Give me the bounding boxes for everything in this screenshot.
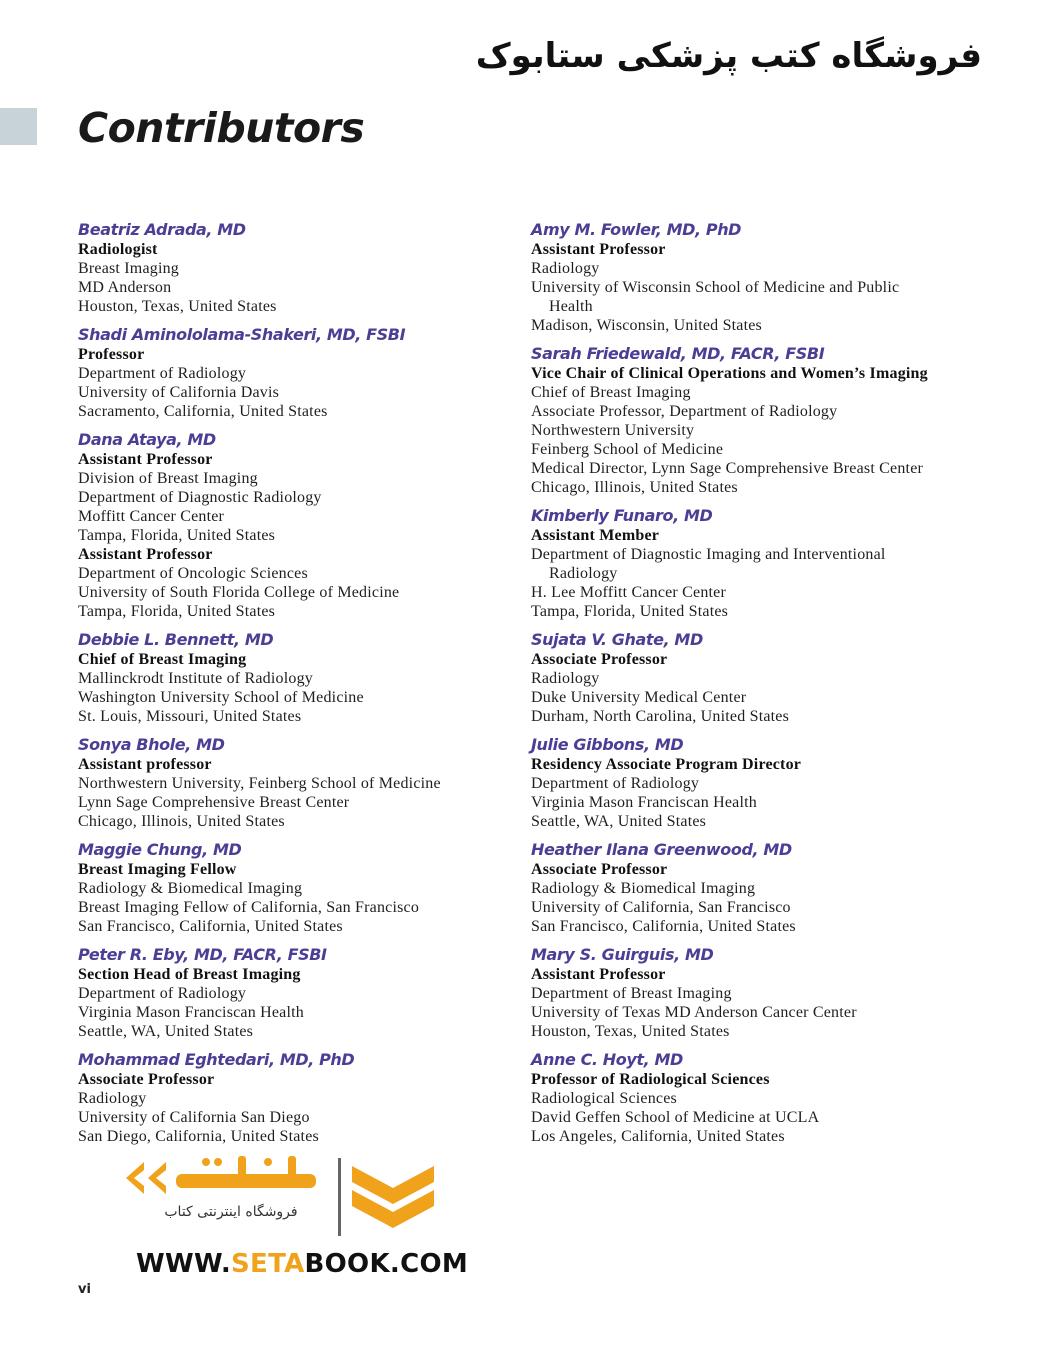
contributor-affiliation-line: Virginia Mason Franciscan Health [78,1004,304,1021]
contributor-name: Julie Gibbons, MD [531,735,684,754]
contributor-affiliation-line: Virginia Mason Franciscan Health [531,794,757,811]
contributor-affiliation-line: Department of Radiology [78,365,247,382]
contributor-title: Assistant Professor [531,241,666,258]
contributor-affiliation-line: Tampa, Florida, United States [78,527,276,544]
contributor-affiliation-line: Lynn Sage Comprehensive Breast Center [78,794,350,811]
contributor-entry [78,219,538,316]
contributor-affiliation-line: Seattle, WA, United States [531,813,707,830]
contributor-name: Sujata V. Ghate, MD [531,630,703,649]
contributor-affiliation-line: San Diego, California, United States [78,1128,319,1145]
contributor-entry [78,429,538,621]
contributor-affiliation-line: Northwestern University, Feinberg School of Medicine [78,775,441,792]
contributor-affiliation-line: Sacramento, California, United States [78,403,328,420]
contributor-entry [531,734,1001,831]
contributor-affiliation-line: University of California Davis [78,384,280,401]
contributor-entry [78,734,538,831]
contributors-column-left [78,219,538,1154]
contributor-entry [531,219,1001,335]
contributor-affiliation-line: Tampa, Florida, United States [531,603,729,620]
contributor-name: Anne C. Hoyt, MD [531,1050,683,1069]
contributor-affiliation-line: Madison, Wisconsin, United States [531,317,762,334]
contributor-name: Sarah Friedewald, MD, FACR, FSBI [531,344,825,363]
contributor-affiliation-line: Department of Radiology [78,985,247,1002]
contributor-affiliation-line: University of California, San Francisco [531,899,791,916]
contributor-name: Heather Ilana Greenwood, MD [531,840,792,859]
contributor-affiliation-line: Chicago, Illinois, United States [531,479,738,496]
contributor-name: Debbie L. Bennett, MD [78,630,274,649]
contributor-affiliation-line: Breast Imaging [78,260,179,277]
contributor-entry [78,944,538,1041]
contributor-affiliation-line: Radiology [78,1090,147,1107]
contributor-affiliation-line: Radiology & Biomedical Imaging [531,880,756,897]
contributor-affiliation-line: Department of Breast Imaging [531,985,732,1002]
contributor-title: Chief of Breast Imaging [78,651,247,668]
store-header-title: فروشگاه کتب پزشکی ستابوک [475,36,982,76]
contributor-name: Peter R. Eby, MD, FACR, FSBI [78,945,327,964]
contributor-affiliation-line: Radiology & Biomedical Imaging [78,880,303,897]
contributor-name: Beatriz Adrada, MD [78,220,246,239]
contributor-entry [531,343,1001,497]
contributor-affiliation-line: St. Louis, Missouri, United States [78,708,302,725]
contributor-name: Dana Ataya, MD [78,430,216,449]
contributor-affiliation-line: University of California San Diego [78,1109,310,1126]
contributor-name: Shadi Aminololama-Shakeri, MD, FSBI [78,325,406,344]
contributor-title: Professor of Radiological Sciences [531,1071,770,1088]
contributor-title: Breast Imaging Fellow [78,861,237,878]
contributor-affiliation-line: Department of Diagnostic Imaging and Interventional [531,546,886,563]
contributor-entry [531,839,1001,936]
contributor-affiliation-line: Duke University Medical Center [531,689,747,706]
contributor-title: Associate Professor [531,651,668,668]
contributor-entry [78,1049,538,1146]
setabook-logo-text-icon [118,1148,328,1204]
contributor-name: Mohammad Eghtedari, MD, PhD [78,1050,355,1069]
contributor-affiliation-line: San Francisco, California, United States [531,918,796,935]
contributor-title: Section Head of Breast Imaging [78,966,301,983]
contributor-affiliation-line: Radiology [531,670,600,687]
contributor-affiliation-line: Chief of Breast Imaging [531,384,691,401]
contributor-affiliation-line: Tampa, Florida, United States [78,603,276,620]
contributor-title: Radiologist [78,241,158,258]
contributor-affiliation-line: Division of Breast Imaging [78,470,258,487]
contributor-affiliation-line: Chicago, Illinois, United States [78,813,285,830]
contributor-affiliation-line: Radiology [531,260,600,277]
contributor-affiliation-line: Mallinckrodt Institute of Radiology [78,670,313,687]
watermark-store-tagline: فروشگاه اینترنتی کتاب [164,1204,298,1220]
contributor-affiliation-line: Los Angeles, California, United States [531,1128,785,1145]
contributor-title: Assistant Member [531,527,660,544]
contributor-affiliation-line: University of Wisconsin School of Medicine and Public [531,279,900,296]
contributor-affiliation-line: Washington University School of Medicine [78,689,364,706]
contributor-title: Associate Professor [531,861,668,878]
contributor-entry [531,629,1001,726]
contributor-affiliation-line: University of South Florida College of Medicine [78,584,400,601]
contributor-title: Residency Associate Program Director [531,756,802,773]
setabook-watermark [118,1148,469,1288]
contributor-entry [531,944,1001,1041]
contributor-affiliation-line: Houston, Texas, United States [78,298,277,315]
contributor-name: Mary S. Guirguis, MD [531,945,714,964]
contributor-title: Vice Chair of Clinical Operations and Women’s Imaging [531,365,928,382]
contributor-affiliation-line: Breast Imaging Fellow of California, San Francisco [78,899,420,916]
contributor-entry [531,1049,1001,1146]
contributor-affiliation-line: Feinberg School of Medicine [531,441,724,458]
contributor-affiliation-line: David Geffen School of Medicine at UCLA [531,1109,820,1126]
contributor-affiliation-line: H. Lee Moffitt Cancer Center [531,584,727,601]
contributor-affiliation-line: Radiology [549,565,618,582]
contributor-title: Assistant Professor [78,451,213,468]
contributor-title: Associate Professor [78,1071,215,1088]
contributor-entry [78,324,538,421]
contributor-affiliation-line: San Francisco, California, United States [78,918,343,935]
contributor-affiliation-line: Seattle, WA, United States [78,1023,254,1040]
contributor-affiliation-line: Northwestern University [531,422,695,439]
contributor-affiliation-line: Associate Professor, Department of Radiology [531,403,838,420]
watermark-website-url: WWW.SETABOOK.COM [136,1249,469,1279]
contributor-title: Assistant professor [78,756,212,773]
contributor-title: Professor [78,346,145,363]
contributor-name: Amy M. Fowler, MD, PhD [531,220,742,239]
contributor-name: Sonya Bhole, MD [78,735,225,754]
page-title: Contributors [78,104,365,152]
contributor-entry [78,629,538,726]
contributor-entry [531,505,1001,621]
side-tab-marker [0,108,37,145]
contributor-title: Assistant Professor [78,546,213,563]
contributor-title: Assistant Professor [531,966,666,983]
contributor-affiliation-line: Department of Radiology [531,775,700,792]
setabook-chevron-logo-icon [338,1156,448,1246]
contributor-affiliation-line: Moffitt Cancer Center [78,508,225,525]
contributor-name: Maggie Chung, MD [78,840,242,859]
contributor-affiliation-line: Radiological Sciences [531,1090,677,1107]
contributor-affiliation-line: Department of Oncologic Sciences [78,565,308,582]
contributor-name: Kimberly Funaro, MD [531,506,713,525]
contributor-affiliation-line: MD Anderson [78,279,172,296]
contributor-entry [78,839,538,936]
contributor-affiliation-line: Department of Diagnostic Radiology [78,489,322,506]
contributor-affiliation-line: Health [549,298,593,315]
contributor-affiliation-line: Durham, North Carolina, United States [531,708,790,725]
page-number: vi [78,1282,91,1297]
contributor-affiliation-line: Medical Director, Lynn Sage Comprehensive Breast Center [531,460,924,477]
contributor-affiliation-line: Houston, Texas, United States [531,1023,730,1040]
contributors-column-right [531,219,1001,1154]
contributor-affiliation-line: University of Texas MD Anderson Cancer Center [531,1004,857,1021]
